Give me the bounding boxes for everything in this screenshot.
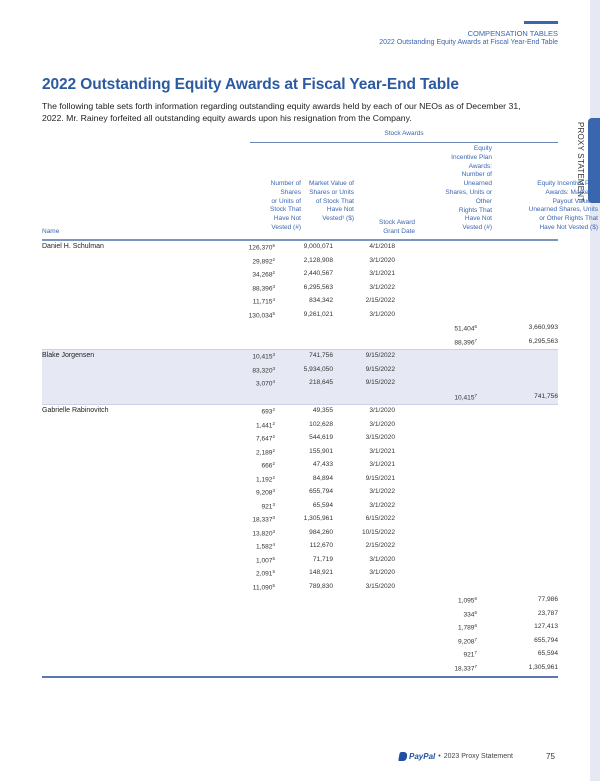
eip-market-value: 3,660,993 [528, 324, 558, 331]
grant-date: 2/15/2022 [365, 297, 395, 304]
column-header-line: Payout Value of [552, 197, 598, 205]
column-header-line: Awards: [468, 162, 492, 170]
footnote-marker: 5 [272, 569, 275, 574]
eip-market-value: 127,413 [534, 623, 558, 630]
grant-date: 9/15/2022 [365, 352, 395, 359]
footnote-marker: 5 [272, 582, 275, 588]
shares-unvested: 10,415$^3$ [252, 352, 275, 361]
header-subsection: 2022 Outstanding Equity Awards at Fiscal Year-End Table [379, 39, 558, 46]
shares-unvested: 126,370$^6$ [248, 243, 275, 252]
executive-name: Gabrielle Rabinovitch [42, 407, 109, 414]
footnote-marker: 7 [474, 337, 477, 343]
market-value: 5,934,050 [303, 365, 333, 373]
shares-unvested: $693^2$ [261, 407, 275, 416]
eip-unearned-shares: 18,337$^7$ [454, 663, 477, 672]
executive-name: Daniel H. Schulman [42, 243, 104, 250]
market-value: 65,594 [312, 501, 333, 509]
intro-paragraph: The following table sets forth information regarding outstanding equity awards held by each of our NEOs as of December 31, 2022. Mr. Rainey forfeited all outstanding equity awards upon his resignation from the Company. [42, 101, 521, 123]
page-title: 2022 Outstanding Equity Awards at Fiscal Year-End Table [42, 76, 459, 93]
table-row [42, 486, 558, 500]
table-row [42, 473, 558, 487]
eip-unearned-shares: $921^7$ [463, 650, 477, 659]
grant-date: 3/1/2020 [369, 569, 395, 576]
market-value: 984,260 [309, 528, 333, 536]
grant-date: 3/1/2022 [369, 283, 395, 291]
eip-market-value: 655,794 [534, 636, 558, 644]
market-value: 834,342 [309, 297, 333, 304]
column-header-line: Have Not [326, 206, 354, 214]
grant-date: 10/15/2022 [361, 528, 395, 536]
table-row [42, 322, 558, 336]
table-row [42, 554, 558, 568]
column-header-line: of Stock That [315, 197, 354, 205]
grant-date: 3/15/2020 [365, 434, 395, 441]
paypal-mark-icon [398, 752, 408, 761]
footnote-marker: 7 [474, 636, 477, 642]
shares-unvested: 11,090$^5$ [252, 582, 275, 591]
table-row [42, 364, 558, 378]
shares-unvested: 3,070$^4$ [255, 379, 275, 388]
eip-market-value: 1,305,961 [528, 663, 558, 671]
shares-unvested: 29,892$^2$ [252, 256, 275, 265]
table-row [42, 282, 558, 296]
grant-date: 3/1/2021 [369, 270, 395, 277]
eip-unearned-shares: 1,095$^6$ [457, 596, 477, 605]
market-value: 1,305,961 [303, 515, 333, 522]
eip-market-value: 741,756 [534, 392, 558, 400]
market-value: 84,894 [312, 474, 333, 482]
column-header-line: Unearned [463, 180, 492, 188]
footer-document-title: 2023 Proxy Statement [443, 753, 513, 760]
column-header-line: or Other Rights That [539, 215, 598, 223]
column-header-line: Equity Incentive Plan [537, 180, 598, 187]
market-value: 9,000,071 [303, 243, 333, 250]
shares-unvested: 1,192$^2$ [255, 474, 275, 483]
paypal-logo [399, 752, 435, 761]
footnote-marker: 3 [272, 352, 275, 357]
table-row [42, 377, 558, 391]
table-row [42, 255, 558, 269]
shares-unvested: 2,189$^2$ [255, 447, 275, 456]
grant-date: 9/15/2021 [365, 474, 395, 482]
table-row [42, 419, 558, 433]
column-header-eip-value [482, 180, 598, 233]
footnote-marker: 2 [272, 434, 275, 439]
column-header-line: Shares or Units [309, 188, 354, 196]
table-row [42, 446, 558, 460]
shares-unvested: 1,007$^5$ [255, 555, 275, 564]
column-header-line: Vested (#) [462, 224, 492, 232]
table-row [42, 309, 558, 323]
footnote-marker: 2 [272, 270, 275, 275]
table-row [42, 608, 558, 622]
shares-unvested: 88,396$^3$ [252, 283, 275, 292]
market-value: 655,794 [309, 488, 333, 495]
shares-unvested: 34,268$^2$ [252, 270, 275, 279]
side-tab-label: PROXY STATEMENT [576, 122, 585, 203]
grant-date: 3/15/2020 [365, 582, 395, 590]
column-header-line: Unearned Shares, Units [528, 206, 598, 214]
eip-unearned-shares: 9,208$^7$ [457, 636, 477, 645]
table-row [42, 540, 558, 554]
grant-date: 6/15/2022 [365, 515, 395, 522]
column-header-line: Market Value of [308, 180, 354, 187]
table-row [42, 635, 558, 649]
header-accent-bar [524, 21, 558, 24]
column-header-line: Rights That [458, 206, 492, 214]
table-row [42, 648, 558, 662]
column-header-line: Stock Award [378, 219, 415, 226]
footnote-marker: 5 [272, 555, 275, 561]
column-header-line: Number of [461, 171, 492, 179]
grant-date: 9/15/2022 [365, 379, 395, 386]
footnote-marker: 2 [272, 461, 275, 466]
shares-unvested: 130,034$^5$ [248, 310, 275, 319]
footnote-marker: 4 [272, 379, 275, 384]
grant-date: 3/1/2021 [369, 447, 395, 455]
table-row [42, 581, 558, 595]
column-header-line: Other [475, 197, 492, 205]
eip-unearned-shares: 88,396$^7$ [454, 337, 477, 346]
footnote-marker: 4 [272, 542, 275, 547]
executive-name: Blake Jorgensen [42, 352, 95, 359]
eip-unearned-shares: 1,789$^6$ [457, 623, 477, 632]
footnote-marker: 3 [272, 365, 275, 371]
column-header-line: Vested (#) [271, 223, 301, 231]
table-row [42, 567, 558, 581]
column-header-line: Vested¹ ($) [322, 215, 354, 223]
footer [399, 752, 513, 761]
executive-group [42, 349, 558, 405]
footnote-marker: 6 [474, 609, 477, 615]
table-row [42, 621, 558, 635]
table-row [42, 459, 558, 473]
footnote-marker: 3 [272, 488, 275, 493]
column-header-line: Equity [473, 145, 492, 152]
table-row [42, 268, 558, 282]
footnote-marker: 5 [272, 310, 275, 316]
footnote-marker: 3 [272, 515, 275, 520]
footnote-marker: 6 [474, 596, 477, 601]
eip-market-value: 6,295,563 [528, 337, 558, 345]
footnote-marker: 2 [272, 474, 275, 480]
table-end-rule [42, 676, 558, 678]
shares-unvested: 1,582$^4$ [255, 542, 275, 551]
grant-date: 2/15/2022 [365, 542, 395, 549]
grant-date: 3/1/2020 [369, 407, 395, 414]
column-header-line: Shares [280, 188, 301, 196]
table-body [42, 241, 558, 675]
market-value: 71,719 [312, 555, 333, 563]
grant-date: 3/1/2022 [369, 501, 395, 509]
table-row [42, 350, 558, 364]
shares-unvested: $666^2$ [261, 461, 275, 470]
column-header-line: Stock That [270, 206, 301, 214]
group-header-rule [250, 142, 558, 143]
grant-date: 3/1/2021 [369, 461, 395, 468]
footnote-marker: 6 [474, 623, 477, 628]
footnote-marker: 7 [474, 392, 477, 398]
market-value: 544,619 [309, 434, 333, 441]
table-row [42, 513, 558, 527]
eip-unearned-shares: 10,415$^7$ [454, 392, 477, 401]
market-value: 148,921 [309, 569, 333, 576]
grant-date: 3/1/2020 [369, 420, 395, 428]
table-row [42, 662, 558, 676]
grant-date: 4/1/2018 [369, 243, 395, 250]
column-header-eip-unearned [402, 145, 492, 233]
footnote-marker: 2 [272, 447, 275, 453]
column-header-name: Name [42, 228, 60, 235]
footnote-marker: 7 [474, 650, 477, 655]
column-header-line: or Units of [271, 197, 301, 205]
header-section: COMPENSATION TABLES [467, 29, 558, 38]
table-row [42, 405, 558, 419]
grant-date: 3/1/2022 [369, 488, 395, 495]
shares-unvested: 2,091$^5$ [255, 569, 275, 578]
column-header-line: Grant Date [383, 227, 415, 235]
stock-awards-group-header: Stock Awards [384, 130, 424, 137]
table-row [42, 295, 558, 309]
table-row [42, 500, 558, 514]
grant-date: 3/1/2020 [369, 256, 395, 264]
grant-date: 9/15/2022 [365, 365, 395, 373]
column-header-line: Have Not [464, 215, 492, 223]
column-header-market-value [238, 180, 354, 224]
table-row [42, 241, 558, 255]
market-value: 47,433 [312, 461, 333, 468]
eip-unearned-shares: $334^6$ [463, 609, 477, 618]
market-value: 9,261,021 [303, 310, 333, 318]
shares-unvested: 13,820$^3$ [252, 528, 275, 537]
column-header-line: Shares, Units or [445, 188, 492, 196]
footnote-marker: 3 [272, 283, 275, 289]
shares-unvested: $921^3$ [261, 501, 275, 510]
column-header-line: Incentive Plan [451, 153, 492, 161]
shares-unvested: 11,715$^4$ [252, 297, 275, 306]
eip-market-value: 23,787 [537, 609, 558, 617]
eip-unearned-shares: 51,404$^6$ [454, 324, 477, 333]
footnote-marker: 6 [474, 324, 477, 329]
shares-unvested: 9,208$^3$ [255, 488, 275, 497]
paypal-wordmark: PayPal [409, 752, 436, 761]
column-header-line: Have Not [273, 215, 301, 223]
footer-separator: • [438, 753, 441, 760]
footnote-marker: 2 [272, 420, 275, 426]
table-row [42, 432, 558, 446]
footnote-marker: 3 [272, 501, 275, 507]
table-row [42, 594, 558, 608]
footnote-marker: 4 [272, 297, 275, 302]
market-value: 112,670 [309, 542, 333, 549]
shares-unvested: 1,441$^2$ [255, 420, 275, 429]
page-number: 75 [546, 752, 555, 761]
market-value: 218,645 [309, 379, 333, 386]
shares-unvested: 83,320$^3$ [252, 365, 275, 374]
shares-unvested: 18,337$^3$ [252, 515, 275, 524]
grant-date: 3/1/2020 [369, 555, 395, 563]
column-header-line: Awards: Market or [545, 188, 598, 196]
market-value: 741,756 [309, 352, 333, 359]
market-value: 155,901 [309, 447, 333, 455]
eip-market-value: 65,594 [537, 650, 558, 657]
footnote-marker: 2 [272, 256, 275, 262]
footnote-marker: 6 [272, 243, 275, 248]
table-row [42, 336, 558, 350]
market-value: 2,440,567 [303, 270, 333, 277]
shares-unvested: 7,647$^2$ [255, 434, 275, 443]
footnote-marker: 2 [272, 407, 275, 412]
table-row [42, 391, 558, 405]
market-value: 49,355 [312, 407, 333, 414]
table-row [42, 527, 558, 541]
executive-group [42, 405, 558, 675]
footnote-marker: 7 [474, 663, 477, 669]
market-value: 6,295,563 [303, 283, 333, 291]
market-value: 789,830 [309, 582, 333, 590]
footnote-marker: 3 [272, 528, 275, 534]
grant-date: 3/1/2020 [369, 310, 395, 318]
market-value: 102,628 [309, 420, 333, 428]
eip-market-value: 77,986 [537, 596, 558, 603]
executive-group [42, 241, 558, 349]
market-value: 2,128,908 [303, 256, 333, 264]
column-header-line: Have Not Vested ($) [539, 223, 598, 231]
column-header-line: Number of [270, 180, 301, 187]
